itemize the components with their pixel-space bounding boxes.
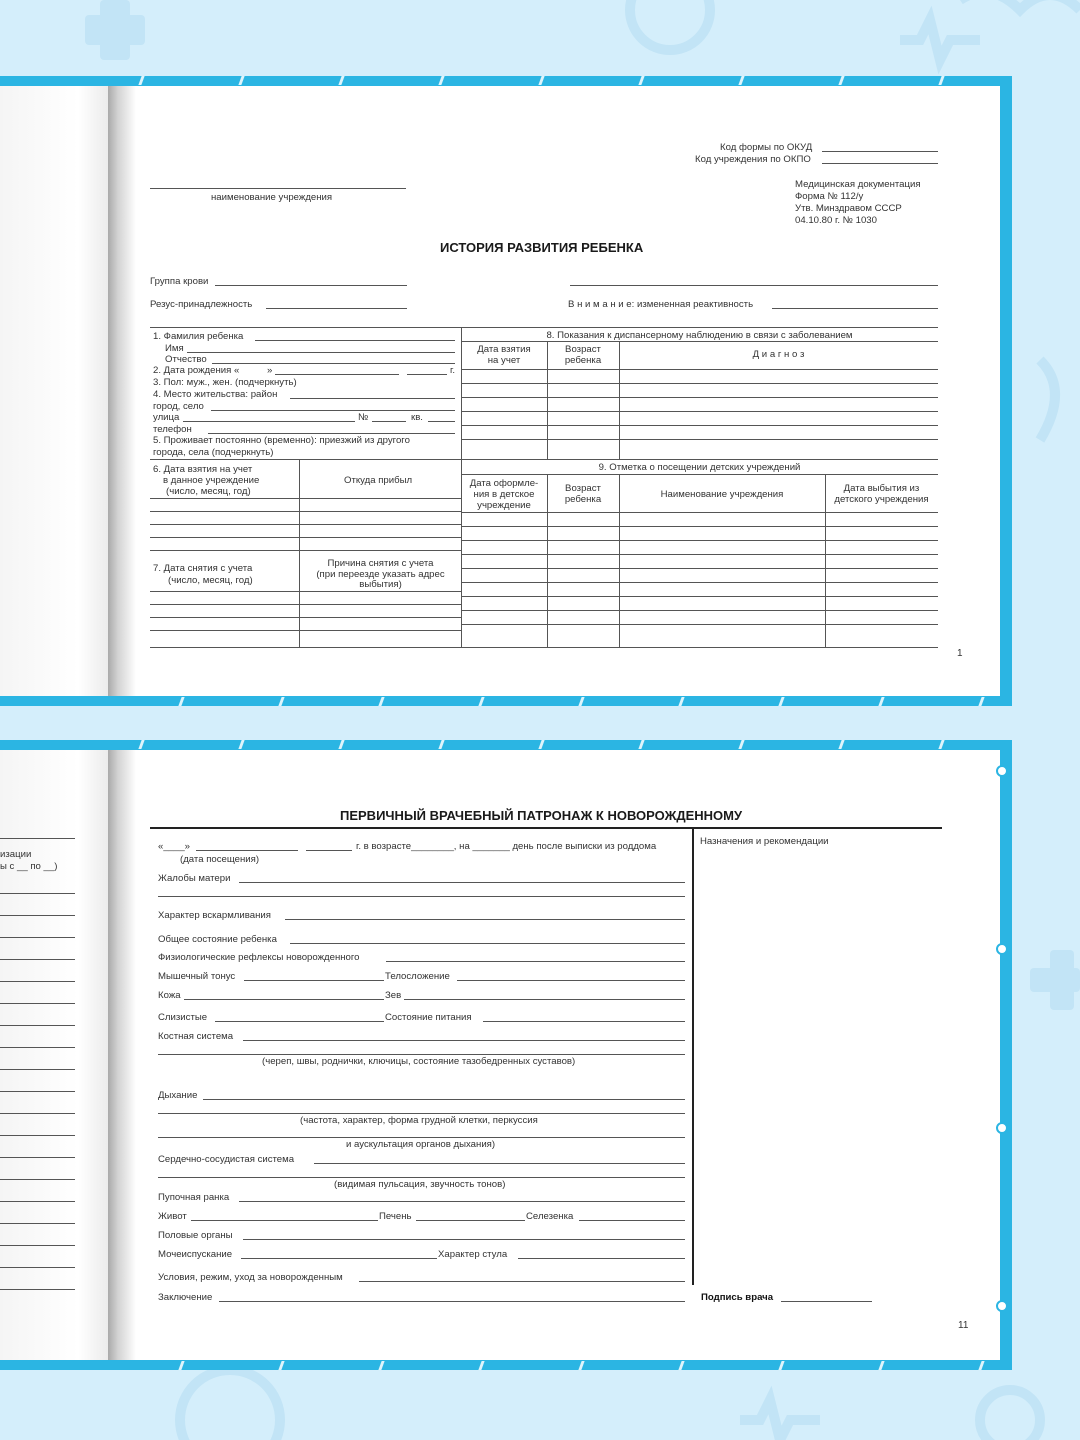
throat-field[interactable] xyxy=(404,999,685,1000)
sec9-c4b: детского учреждения xyxy=(834,494,929,505)
edge-dash xyxy=(678,1361,684,1370)
sec7-r2: (при переезде указать адрес xyxy=(316,569,445,580)
sec7-l1: 7. Дата снятия с учета xyxy=(153,563,253,574)
edge-dash xyxy=(438,740,444,749)
lives-label: 5. Проживает постоянно (временно): приезжий из другого xyxy=(153,435,410,446)
phone-field[interactable] xyxy=(208,433,455,434)
general-label: Общее состояние ребенка xyxy=(158,934,277,945)
left-page-line xyxy=(0,1135,75,1136)
dob-g: г. xyxy=(450,365,455,376)
conditions-label: Условия, режим, уход за новорожденным xyxy=(158,1272,343,1283)
section9-row-line xyxy=(461,526,938,527)
section7-row-line xyxy=(150,617,461,618)
sec9-c4a: Дата выбытия из xyxy=(843,483,920,494)
page-title: ИСТОРИЯ РАЗВИТИЯ РЕБЕНКА xyxy=(440,240,644,255)
section6-row-line xyxy=(150,524,461,525)
page-number: 1 xyxy=(957,648,963,659)
section9-row-line xyxy=(461,582,938,583)
med-doc-line-4: 04.10.80 г. № 1030 xyxy=(795,215,877,226)
complaints-field[interactable] xyxy=(239,882,685,883)
sec9-c2b: ребенка xyxy=(564,494,602,505)
section9-row-line xyxy=(461,624,938,625)
residence-field[interactable] xyxy=(290,398,455,399)
left-page-line xyxy=(0,1025,75,1026)
section9-row-line xyxy=(461,512,938,513)
section8-row-line xyxy=(461,439,938,440)
edge-dash xyxy=(478,697,484,706)
edge-dash xyxy=(338,76,344,85)
sex-label: 3. Пол: муж., жен. (подчеркнуть) xyxy=(153,377,297,388)
section9-row-line xyxy=(461,610,938,611)
muscle-field[interactable] xyxy=(244,980,384,981)
kv-label: кв. xyxy=(411,412,423,423)
section8-row-line xyxy=(461,411,938,412)
pulse-icon xyxy=(900,20,980,60)
section9-row-line xyxy=(461,596,938,597)
sec9-c3: Наименование учреждения xyxy=(660,489,784,500)
dob-label: 2. Дата рождения « xyxy=(153,365,240,376)
edge-dash xyxy=(538,76,544,85)
cardio-field[interactable] xyxy=(314,1163,685,1164)
page-number: 11 xyxy=(958,1320,969,1331)
circle-icon xyxy=(180,1370,280,1440)
cardio-label: Сердечно-сосудистая система xyxy=(158,1154,295,1165)
signature-label: Подпись врача xyxy=(701,1292,774,1303)
spleen-field[interactable] xyxy=(579,1220,685,1221)
left-stub-1: изации xyxy=(0,849,32,860)
edge-dash xyxy=(638,76,644,85)
edge-dash xyxy=(278,697,284,706)
edge-dash xyxy=(378,697,384,706)
dob-year-field[interactable] xyxy=(407,374,447,375)
feeding-label: Характер вскармливания xyxy=(158,910,271,921)
section8-header-line xyxy=(461,341,938,342)
left-page-partial xyxy=(0,750,112,1360)
med-doc-line-1: Медицинская документация xyxy=(795,179,921,190)
conclusion-label: Заключение xyxy=(158,1292,213,1303)
navel-field[interactable] xyxy=(239,1201,685,1202)
nutrition-field[interactable] xyxy=(483,1021,685,1022)
heart-icon xyxy=(1040,360,1055,440)
section8-row-line xyxy=(461,383,938,384)
imya-label: Имя xyxy=(165,343,184,354)
form-page-112u xyxy=(0,86,1000,696)
table-top-line xyxy=(150,327,938,328)
house-field[interactable] xyxy=(372,421,406,422)
institution-line xyxy=(150,188,406,189)
phone-label: телефон xyxy=(153,424,192,435)
left-page-line xyxy=(0,981,75,982)
urination-label: Мочеиспускание xyxy=(158,1249,233,1260)
bones-caption: (череп, швы, роднички, ключицы, состояние тазобедренных суставов) xyxy=(262,1056,576,1067)
sec8-c1b: на учет xyxy=(487,355,521,366)
pulse-icon xyxy=(740,1400,820,1440)
edge-dash xyxy=(978,1361,984,1370)
sec8-c2a: Возраст xyxy=(565,344,601,355)
mucosa-label: Слизистые xyxy=(158,1012,208,1023)
edge-dash xyxy=(378,1361,384,1370)
edge-dash xyxy=(978,697,984,706)
left-page-line xyxy=(0,1069,75,1070)
edge-dash xyxy=(338,740,344,749)
edge-dash xyxy=(238,740,244,749)
edge-dash xyxy=(678,697,684,706)
section6-7-divider xyxy=(299,459,300,647)
complaints-label: Жалобы матери xyxy=(158,873,231,884)
edge-dash xyxy=(778,1361,784,1370)
signature-field[interactable] xyxy=(781,1301,872,1302)
edge-dash xyxy=(178,697,184,706)
left-page-line xyxy=(0,893,75,894)
bones-field[interactable] xyxy=(243,1040,685,1041)
mucosa-field[interactable] xyxy=(215,1021,384,1022)
edge-dash xyxy=(778,697,784,706)
liver-label: Печень xyxy=(379,1211,412,1222)
edge-dash xyxy=(638,740,644,749)
left-page-line xyxy=(0,1245,75,1246)
imya-field[interactable] xyxy=(187,352,455,353)
edge-dash xyxy=(878,1361,884,1370)
feeding-field[interactable] xyxy=(285,919,685,920)
street-label: улица xyxy=(153,412,180,423)
left-page-line xyxy=(0,1289,75,1290)
liver-field[interactable] xyxy=(416,1220,525,1221)
belly-label: Живот xyxy=(158,1211,187,1222)
section8-row-line xyxy=(461,397,938,398)
edge-dash xyxy=(138,76,144,85)
breath-field-2[interactable] xyxy=(158,1113,685,1114)
form-page-patronage xyxy=(0,750,1000,1360)
okud-label: Код формы по ОКУД xyxy=(720,142,813,153)
okpo-line xyxy=(822,163,938,164)
breath-label: Дыхание xyxy=(158,1090,198,1101)
left-page-line xyxy=(0,1157,75,1158)
visit-caption: (дата посещения) xyxy=(180,854,260,865)
bones-field-2[interactable] xyxy=(158,1054,685,1055)
left-page-line xyxy=(0,959,75,960)
sec6-right: Откуда прибыл xyxy=(344,475,413,486)
no-label: № xyxy=(358,412,369,423)
physique-field[interactable] xyxy=(457,980,685,981)
left-page-line xyxy=(0,1223,75,1224)
nutrition-label: Состояние питания xyxy=(385,1012,472,1023)
section7-row-line xyxy=(150,591,461,592)
sec6-l1: 6. Дата взятия на учет xyxy=(153,464,253,475)
street-field[interactable] xyxy=(183,421,355,422)
residence-label: 4. Место жительства: район xyxy=(153,389,278,400)
sec8-c3: Д и а г н о з xyxy=(752,349,805,360)
otchestvo-field[interactable] xyxy=(212,363,455,364)
sec9-title: 9. Отметка о посещении детских учреждений xyxy=(598,462,801,473)
physique-label: Телосложение xyxy=(385,971,450,982)
heart-icon xyxy=(960,0,1080,10)
visit-open: «____» xyxy=(158,841,191,852)
edge-dash xyxy=(838,740,844,749)
ring-tab-icon xyxy=(996,765,1008,777)
page-fold-shadow xyxy=(108,86,136,696)
sec9-c2a: Возраст xyxy=(565,483,601,494)
left-page-line xyxy=(0,1113,75,1114)
left-stub-2: ы с __ по __) xyxy=(0,861,58,872)
sec7-r3: выбытия) xyxy=(359,579,402,590)
left-page-blank xyxy=(0,86,112,696)
breath-caption-1: (частота, характер, форма грудной клетки, перкуссия xyxy=(300,1115,538,1126)
section8-row-line xyxy=(461,369,938,370)
left-page-line xyxy=(0,1179,75,1180)
edge-dash xyxy=(238,76,244,85)
throat-label: Зев xyxy=(385,990,402,1001)
ring-tab-icon xyxy=(996,943,1008,955)
med-doc-line-3: Утв. Минздравом СССР xyxy=(795,203,902,214)
form-spread-2 xyxy=(0,740,1012,1370)
med-doc-line-2: Форма № 112/у xyxy=(795,191,864,202)
table-bottom-line xyxy=(150,647,938,648)
ring-tab-icon xyxy=(996,1122,1008,1134)
edge-dash xyxy=(578,1361,584,1370)
rhesus-label: Резус-принадлежность xyxy=(150,299,253,310)
sec7-l2: (число, месяц, год) xyxy=(168,575,253,586)
flat-field[interactable] xyxy=(428,421,455,422)
breath-field[interactable] xyxy=(203,1099,685,1100)
left-page-line xyxy=(0,838,75,839)
conclusion-field[interactable] xyxy=(219,1301,685,1302)
sec8-title: 8. Показания к диспансерному наблюдению в связи с заболеванием xyxy=(546,330,853,341)
blood-group-extra-field[interactable] xyxy=(570,285,938,286)
dob-month-field[interactable] xyxy=(275,374,399,375)
section6-row-line xyxy=(150,537,461,538)
edge-dash xyxy=(478,1361,484,1370)
stool-field[interactable] xyxy=(518,1258,685,1259)
title-rule xyxy=(150,827,942,829)
breath-caption-2: и аускультация органов дыхания) xyxy=(346,1139,496,1150)
blood-group-label: Группа крови xyxy=(150,276,209,287)
cardio-field-2[interactable] xyxy=(158,1177,685,1178)
lives-label-2: города, села (подчеркнуть) xyxy=(153,447,274,458)
edge-dash xyxy=(878,697,884,706)
complaints-field-2[interactable] xyxy=(158,896,685,897)
left-page-line xyxy=(0,1047,75,1048)
section6-row-line xyxy=(150,511,461,512)
skin-label: Кожа xyxy=(158,990,181,1001)
general-field[interactable] xyxy=(290,943,685,944)
cross-icon xyxy=(1030,968,1080,992)
navel-label: Пупочная ранка xyxy=(158,1192,230,1203)
page-fold-shadow xyxy=(108,750,136,1360)
edge-dash xyxy=(738,76,744,85)
urination-field[interactable] xyxy=(241,1258,437,1259)
city-field[interactable] xyxy=(211,410,455,411)
section8-row-line xyxy=(461,425,938,426)
left-page-line xyxy=(0,1003,75,1004)
recommendations-label: Назначения и рекомендации xyxy=(700,836,829,847)
edge-dash xyxy=(838,76,844,85)
sec8-c2b: ребенка xyxy=(564,355,602,366)
sec6-l2: в данное учреждение xyxy=(163,475,260,486)
section6-row-line xyxy=(150,498,461,499)
sec9-c1c: учреждение xyxy=(477,500,531,511)
edge-dash xyxy=(278,1361,284,1370)
cross-icon xyxy=(85,15,145,45)
edge-dash xyxy=(538,740,544,749)
edge-dash xyxy=(178,1361,184,1370)
stool-label: Характер стула xyxy=(438,1249,508,1260)
left-page-line xyxy=(0,1091,75,1092)
attention-label: В н и м а н и е: измененная реактивность xyxy=(568,299,754,310)
section9-row-line xyxy=(461,568,938,569)
cardio-caption: (видимая пульсация, звучность тонов) xyxy=(334,1179,506,1190)
section9-top-line xyxy=(461,459,938,460)
section7-top-line xyxy=(150,550,461,551)
reflexes-label: Физиологические рефлексы новорожденного xyxy=(158,952,360,963)
institution-caption: наименование учреждения xyxy=(211,192,333,203)
muscle-label: Мышечный тонус xyxy=(158,971,236,982)
bones-label: Костная система xyxy=(158,1031,234,1042)
belly-field[interactable] xyxy=(191,1220,378,1221)
left-page-line xyxy=(0,1201,75,1202)
familiya-label: 1. Фамилия ребенка xyxy=(153,331,244,342)
section9-header-line xyxy=(461,474,938,475)
conditions-field[interactable] xyxy=(359,1281,685,1282)
edge-dash xyxy=(438,76,444,85)
otchestvo-label: Отчество xyxy=(165,354,207,365)
left-page-line xyxy=(0,1267,75,1268)
genitals-field[interactable] xyxy=(243,1239,685,1240)
section6-top-line xyxy=(150,459,461,460)
section7-row-line xyxy=(150,630,461,631)
blood-group-field[interactable] xyxy=(215,285,407,286)
skin-field[interactable] xyxy=(184,999,384,1000)
left-page-line xyxy=(0,915,75,916)
form-spread-1 xyxy=(0,76,1012,706)
city-label: город, село xyxy=(153,401,204,412)
sec8-c1a: Дата взятия xyxy=(477,344,531,355)
left-page-line xyxy=(0,937,75,938)
sec9-c1b: ния в детское xyxy=(473,489,535,500)
circle-icon xyxy=(630,0,710,50)
circle-icon xyxy=(980,1390,1040,1440)
edge-dash xyxy=(138,740,144,749)
page-title: ПЕРВИЧНЫЙ ВРАЧЕБНЫЙ ПАТРОНАЖ К НОВОРОЖДЕННОМУ xyxy=(340,808,743,823)
rhesus-field[interactable] xyxy=(266,308,407,309)
spleen-label: Селезенка xyxy=(526,1211,574,1222)
okud-line xyxy=(822,151,938,152)
visit-rest: г. в возрасте________, на _______ день после выписки из роддома xyxy=(356,841,657,852)
edge-dash xyxy=(938,740,944,749)
genitals-label: Половые органы xyxy=(158,1230,233,1241)
reflexes-field[interactable] xyxy=(386,961,685,962)
visit-year-field[interactable] xyxy=(306,850,352,851)
column-divider xyxy=(692,828,694,1285)
okpo-label: Код учреждения по ОКПО xyxy=(695,154,811,165)
ring-tab-icon xyxy=(996,1300,1008,1312)
section9-row-line xyxy=(461,554,938,555)
breath-field-3[interactable] xyxy=(158,1137,685,1138)
edge-dash xyxy=(578,697,584,706)
edge-dash xyxy=(738,740,744,749)
sec9-c1a: Дата оформле- xyxy=(469,478,539,489)
visit-date-field[interactable] xyxy=(196,850,298,851)
edge-dash xyxy=(938,76,944,85)
section9-row-line xyxy=(461,540,938,541)
familiya-field[interactable] xyxy=(255,340,455,341)
section7-row-line xyxy=(150,604,461,605)
dob-quote: » xyxy=(267,365,273,376)
sec6-l3: (число, месяц, год) xyxy=(166,486,251,497)
attention-field[interactable] xyxy=(772,308,938,309)
sec7-r1: Причина снятия с учета xyxy=(327,558,434,569)
